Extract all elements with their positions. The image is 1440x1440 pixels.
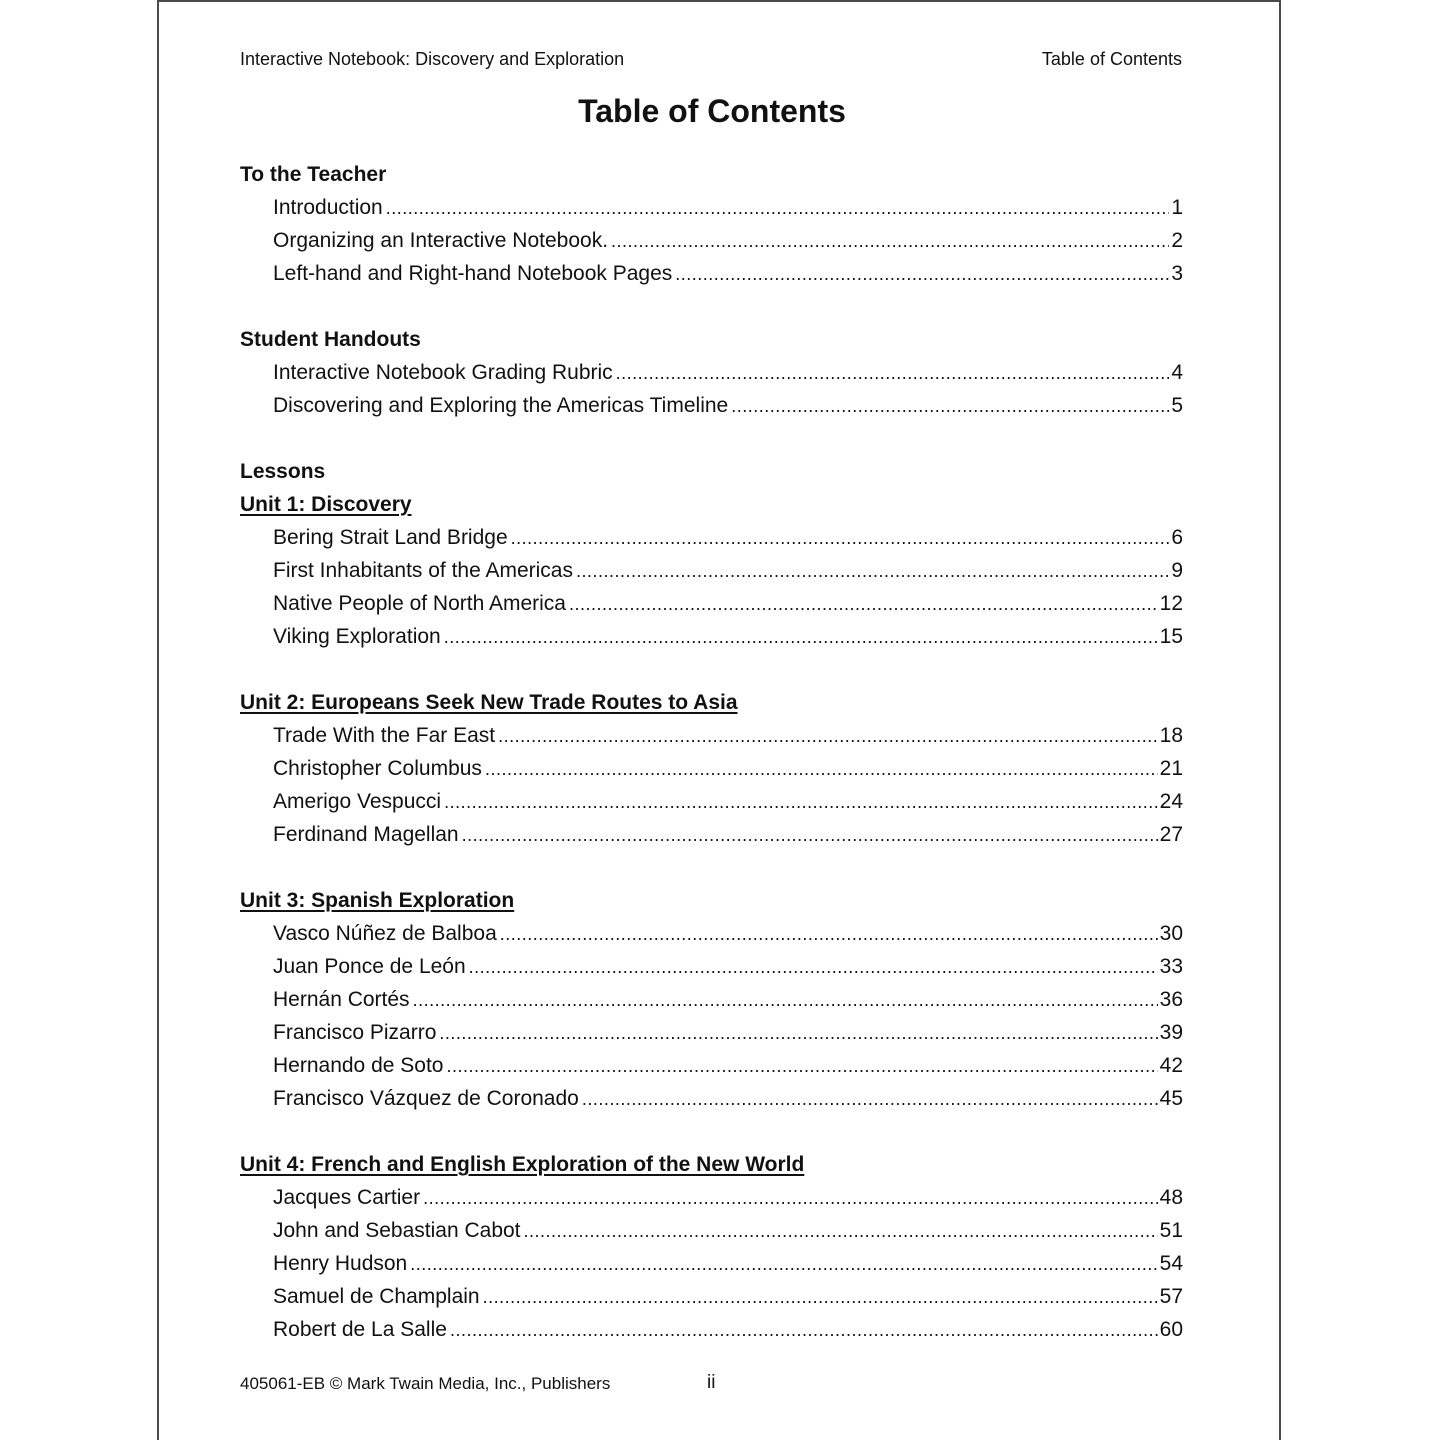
footer-page-number: ii (707, 1372, 716, 1393)
toc-entry (240, 983, 1183, 1016)
toc-entry-page-number: 3 (1171, 262, 1183, 285)
section-heading-lessons: Lessons (240, 460, 326, 483)
dot-leader (524, 1215, 1158, 1248)
toc-entry (240, 1280, 1183, 1313)
dot-leader (444, 621, 1158, 654)
toc-entry-page-number: 15 (1159, 625, 1183, 648)
toc-entry-label: Introduction (273, 196, 383, 219)
toc-entry (240, 950, 1183, 983)
toc-entry-page-number: 2 (1171, 229, 1183, 252)
toc-entry (240, 191, 1183, 224)
dot-leader (413, 984, 1158, 1017)
dot-leader (576, 555, 1169, 588)
toc-entry-label: Organizing an Interactive Notebook. (273, 229, 609, 252)
toc-entry (240, 224, 1183, 257)
section-heading-student-handouts: Student Handouts (240, 328, 421, 351)
toc-entry (240, 1016, 1183, 1049)
toc-entry-page-number: 4 (1171, 361, 1183, 384)
toc-entry-label: Francisco Vázquez de Coronado (273, 1087, 579, 1110)
toc-entry-label: Henry Hudson (273, 1252, 408, 1275)
dot-leader (485, 753, 1158, 786)
toc-entry (240, 1313, 1183, 1346)
dot-leader (410, 1248, 1157, 1281)
toc-entry-label: Vasco Núñez de Balboa (273, 922, 497, 945)
toc-entry (240, 587, 1183, 620)
toc-entry-page-number: 6 (1171, 526, 1183, 549)
toc-entry (240, 1214, 1183, 1247)
unit-heading-text: Unit 4: French and English Exploration of the New World (240, 1153, 805, 1176)
dot-leader (386, 192, 1170, 225)
toc-entry (240, 1049, 1183, 1082)
unit-heading-text: Unit 2: Europeans Seek New Trade Routes to Asia (240, 691, 738, 714)
footer-copyright: 405061-EB © Mark Twain Media, Inc., Publishers (240, 1374, 611, 1393)
toc-entry (240, 257, 1183, 290)
toc-entry-label: Jacques Cartier (273, 1186, 421, 1209)
dot-leader (675, 258, 1169, 291)
toc-units (240, 488, 1183, 1346)
toc-entry (240, 620, 1183, 653)
spacer (240, 653, 1183, 686)
toc-entry-page-number: 36 (1159, 988, 1183, 1011)
toc-entry-label: Robert de La Salle (273, 1318, 447, 1341)
toc-entry-page-number: 45 (1159, 1087, 1183, 1110)
dot-leader (469, 951, 1158, 984)
toc-entry (240, 917, 1183, 950)
toc-entry-page-number: 39 (1159, 1021, 1183, 1044)
dot-leader (450, 1314, 1158, 1347)
toc-entry (240, 356, 1183, 389)
dot-leader (582, 1083, 1158, 1116)
toc-entry-label: Bering Strait Land Bridge (273, 526, 508, 549)
toc-body (240, 158, 1183, 1346)
toc-entry-page-number: 48 (1159, 1186, 1183, 1209)
toc-entry-label: Francisco Pizarro (273, 1021, 437, 1044)
dot-leader (439, 1017, 1157, 1050)
toc-entry-label: Interactive Notebook Grading Rubric (273, 361, 613, 384)
toc-entry-label: Samuel de Champlain (273, 1285, 480, 1308)
dot-leader (500, 918, 1158, 951)
toc-entry-page-number: 33 (1159, 955, 1183, 978)
dot-leader (611, 225, 1169, 258)
toc-entry-page-number: 30 (1159, 922, 1183, 945)
toc-entry-label: Ferdinand Magellan (273, 823, 459, 846)
toc-entry-label: Discovering and Exploring the Americas Timeline (273, 394, 729, 417)
toc-entry (240, 389, 1183, 422)
toc-list-teacher (240, 191, 1183, 290)
toc-entry (240, 554, 1183, 587)
toc-entry-page-number: 18 (1159, 724, 1183, 747)
toc-entry-label: Juan Ponce de León (273, 955, 466, 978)
toc-entry-page-number: 57 (1159, 1285, 1183, 1308)
unit-heading (240, 1148, 1183, 1181)
toc-entry (240, 818, 1183, 851)
toc-entry-label: Hernán Cortés (273, 988, 410, 1011)
dot-leader (483, 1281, 1158, 1314)
toc-entry-label: Left-hand and Right-hand Notebook Pages (273, 262, 673, 285)
toc-entry-label: Hernando de Soto (273, 1054, 444, 1077)
dot-leader (446, 1050, 1157, 1083)
unit-heading-text: Unit 3: Spanish Exploration (240, 889, 515, 912)
toc-entry (240, 521, 1183, 554)
toc-entry-page-number: 12 (1159, 592, 1183, 615)
toc-entry-page-number: 9 (1171, 559, 1183, 582)
toc-entry-label: Amerigo Vespucci (273, 790, 442, 813)
toc-entry (240, 1181, 1183, 1214)
toc-list-handouts (240, 356, 1183, 422)
unit-heading-text: Unit 1: Discovery (240, 493, 412, 516)
toc-entry (240, 752, 1183, 785)
toc-entry-label: John and Sebastian Cabot (273, 1219, 521, 1242)
running-header-book-title: Interactive Notebook: Discovery and Exploration (240, 49, 625, 69)
toc-entry (240, 785, 1183, 818)
toc-entry-page-number: 60 (1159, 1318, 1183, 1341)
spacer (240, 1115, 1183, 1148)
toc-entry (240, 1247, 1183, 1280)
dot-leader (444, 786, 1158, 819)
dot-leader (498, 720, 1158, 753)
toc-entry-page-number: 42 (1159, 1054, 1183, 1077)
toc-entry-label: Christopher Columbus (273, 757, 482, 780)
toc-entry-page-number: 21 (1159, 757, 1183, 780)
dot-leader (616, 357, 1170, 390)
dot-leader (423, 1182, 1158, 1215)
section-heading-to-the-teacher: To the Teacher (240, 163, 387, 186)
dot-leader (569, 588, 1158, 621)
toc-entry-label: Trade With the Far East (273, 724, 496, 747)
spacer (240, 290, 1183, 323)
spacer (240, 422, 1183, 455)
unit-heading (240, 488, 1183, 521)
toc-entry (240, 1082, 1183, 1115)
running-header-section: Table of Contents (1041, 49, 1182, 69)
toc-entry-label: Native People of North America (273, 592, 566, 615)
toc-entry-page-number: 27 (1159, 823, 1183, 846)
toc-entry-page-number: 54 (1159, 1252, 1183, 1275)
page-title: Table of Contents (578, 93, 846, 129)
toc-entry (240, 719, 1183, 752)
unit-heading (240, 686, 1183, 719)
toc-entry-page-number: 24 (1159, 790, 1183, 813)
toc-entry-label: First Inhabitants of the Americas (273, 559, 573, 582)
dot-leader (462, 819, 1158, 852)
toc-entry-page-number: 5 (1171, 394, 1183, 417)
spacer (240, 851, 1183, 884)
dot-leader (731, 390, 1169, 423)
toc-entry-page-number: 1 (1171, 196, 1183, 219)
dot-leader (511, 522, 1170, 555)
toc-entry-page-number: 51 (1159, 1219, 1183, 1242)
unit-heading (240, 884, 1183, 917)
toc-entry-label: Viking Exploration (273, 625, 441, 648)
